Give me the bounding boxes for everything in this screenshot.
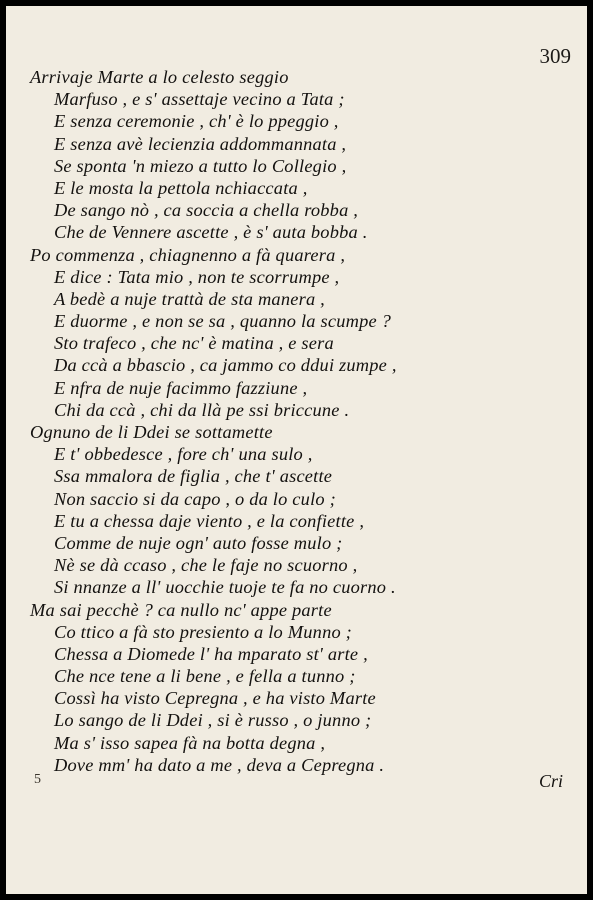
poem-line: De sango nò , ca soccia a chella robba , bbox=[54, 200, 359, 221]
poem-line: Sto trafeco , che nc' è matina , e sera bbox=[54, 333, 334, 354]
poem-line: Che nce tene a li bene , e fella a tunno ; bbox=[54, 666, 356, 687]
poem-line: E dice : Tata mio , non te scorrumpe , bbox=[54, 266, 340, 287]
poem-line: Po commenza , chiagnenno a fà quarera , bbox=[30, 244, 346, 265]
poem-line: Marfuso , e s' assettaje vecino a Tata ; bbox=[54, 89, 345, 110]
poem-line: Comme de nuje ogn' auto fosse mulo ; bbox=[54, 532, 343, 553]
poem-line: E tu a chessa daje viento , e la confiette , bbox=[54, 510, 365, 531]
catchword: Cri bbox=[538, 771, 563, 791]
poem-line: Cossì ha visto Cepregna , e ha visto Marte bbox=[54, 688, 376, 709]
poem-line: E le mosta la pettola nchiaccata , bbox=[54, 177, 308, 198]
poem-line: Non saccio si da capo , o da lo culo ; bbox=[54, 488, 336, 509]
page-number: 309 bbox=[539, 44, 571, 68]
poem-line: Che de Vennere ascette , è s' auta bobba . bbox=[54, 222, 368, 243]
poem-line: E duorme , e non se sa , quanno la scumpe ? bbox=[54, 311, 392, 332]
poem-line: Ognuno de li Ddei se sottamette bbox=[30, 422, 273, 442]
poem-line: E nfra de nuje facimmo fazziune , bbox=[54, 377, 308, 398]
poem-line: A bedè a nuje trattà de sta manera , bbox=[54, 288, 325, 309]
poem-line: Si nnanze a ll' uocchie tuoje te fa no cuorno . bbox=[54, 577, 396, 598]
poem-line: Da ccà a bbascio , ca jammo co ddui zumpe , bbox=[54, 355, 397, 376]
poem-line: Chi da ccà , chi da llà pe ssi briccune . bbox=[54, 399, 350, 420]
poem-line: Arrivaje Marte a lo celesto seggio bbox=[30, 67, 289, 87]
book-page bbox=[6, 6, 587, 894]
poem-line: Se sponta 'n miezo a tutto lo Collegio , bbox=[54, 155, 347, 176]
poem-body bbox=[30, 66, 550, 776]
poem-line: E t' obbedesce , fore ch' una sulo , bbox=[54, 444, 313, 465]
poem-line: Co ttico a fà sto presiento a lo Munno ; bbox=[54, 621, 352, 642]
poem-line: Chessa a Diomede l' ha mparato st' arte , bbox=[54, 643, 368, 664]
poem-line: E senza ceremonie , ch' è lo ppeggio , bbox=[54, 111, 339, 132]
signature-mark: 5 bbox=[34, 772, 41, 787]
poem-line: Ma s' isso sapea fà na botta degna , bbox=[54, 732, 326, 753]
poem-line: Ma sai pecchè ? ca nullo nc' appe parte bbox=[30, 599, 332, 620]
poem-line: Nè se dà ccaso , che le faje no scuorno , bbox=[54, 555, 358, 576]
poem-line: Ssa mmalora de figlia , che t' ascette bbox=[54, 466, 333, 487]
poem-line: Dove mm' ha dato a me , deva a Cepregna . bbox=[54, 754, 385, 775]
poem-line: E senza avè lecienzia addommannata , bbox=[54, 133, 347, 154]
poem-line: Lo sango de li Ddei , si è russo , o junno ; bbox=[54, 710, 372, 731]
